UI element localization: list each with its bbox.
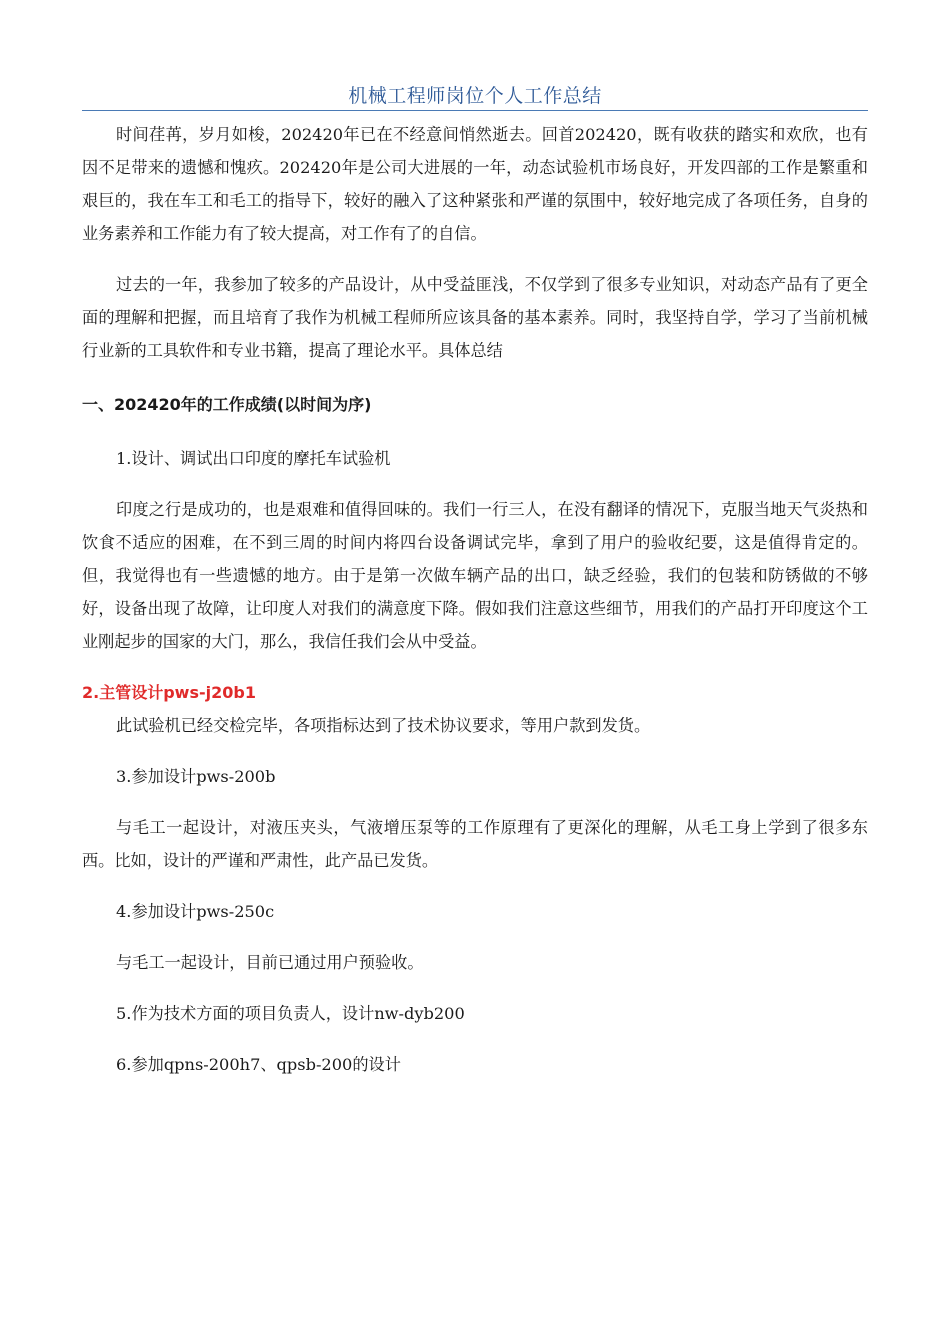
- item-4-body: 与毛工一起设计，目前已通过用户预验收。: [116, 953, 424, 972]
- item-1-title: 1.设计、调试出口印度的摩托车试验机: [116, 449, 391, 468]
- intro-paragraph-2: 过去的一年，我参加了较多的产品设计，从中受益匪浅，不仅学到了很多专业知识，对动态产品有了更全面的理解和把握，而且培育了我作为机械工程师所应该具备的基本素养。同时，我坚持自学，学习了当前机械行业新的工具软件和专业书籍，提高了理论水平。具体总结: [82, 275, 868, 360]
- item-3-title: 3.参加设计pws-200b: [116, 767, 276, 786]
- item-6-title: 6.参加qpns-200h7、qpsb-200的设计: [116, 1055, 401, 1074]
- item-5-title: 5.作为技术方面的项目负责人，设计nw-dyb200: [116, 1004, 465, 1023]
- item-3-body: 与毛工一起设计，对液压夹头，气液增压泵等的工作原理有了更深化的理解，从毛工身上学到了很多东西。比如，设计的严谨和严肃性，此产品已发货。: [82, 818, 868, 870]
- intro-paragraph-1: 时间荏苒，岁月如梭，202420年已在不经意间悄然逝去。回首202420，既有收获的踏实和欢欣，也有因不足带来的遗憾和愧疚。202420年是公司大进展的一年，动态试验机市场良好，开发四部的工作是繁重和艰巨的，我在车工和毛工的指导下，较好的融入了这种紧张和严谨的氛围中，较好地完成了各项任务，自身的业务素养和工作能力有了较大提高，对工作有了的自信。: [82, 125, 868, 243]
- section-heading-1: 一、202420年的工作成绩(以时间为序): [82, 395, 372, 414]
- item-2-title: 2.主管设计pws-j20b1: [82, 683, 256, 702]
- item-1-body: 印度之行是成功的，也是艰难和值得回味的。我们一行三人，在没有翻译的情况下，克服当地天气炎热和饮食不适应的困难，在不到三周的时间内将四台设备调试完毕，拿到了用户的验收纪要，这是值得肯定的。但，我觉得也有一些遗憾的地方。由于是第一次做车辆产品的出口，缺乏经验，我们的包装和防锈做的不够好，设备出现了故障，让印度人对我们的满意度下降。假如我们注意这些细节，用我们的产品打开印度这个工业刚起步的国家的大门，那么，我信任我们会从中受益。: [82, 500, 868, 651]
- item-4-title: 4.参加设计pws-250c: [116, 902, 275, 921]
- document-title: 机械工程师岗位个人工作总结: [348, 85, 602, 107]
- document-header: [82, 82, 868, 111]
- document-body: [82, 118, 868, 1081]
- item-2-body: 此试验机已经交检完毕，各项指标达到了技术协议要求，等用户款到发货。: [116, 716, 651, 735]
